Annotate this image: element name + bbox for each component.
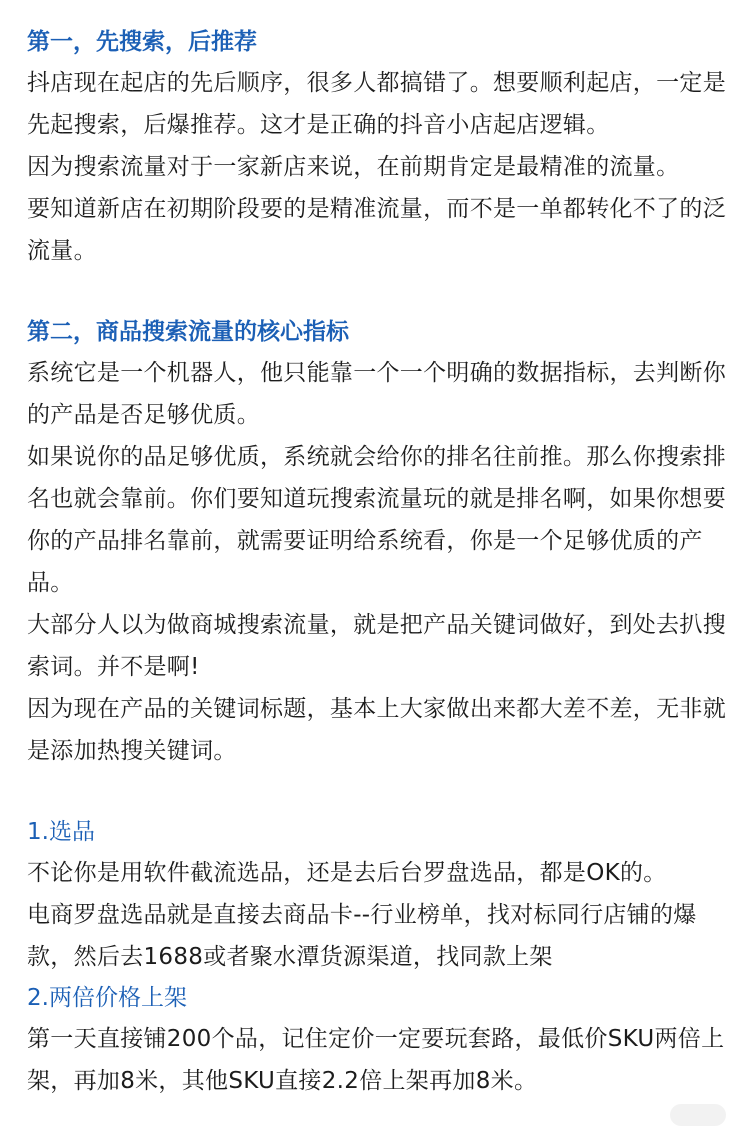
section-1-paragraph-2: 因为搜索流量对于一家新店来说，在前期肯定是最精准的流量。 <box>27 154 680 180</box>
article <box>27 22 727 1102</box>
step-1-title: 1.选品 <box>27 819 95 845</box>
section-2-paragraph-2: 如果说你的品足够优质，系统就会给你的排名往前推。那么你搜索排名也就会靠前。你们要知道玩搜索流量玩的就是排名啊，如果你想要你的产品排名靠前，就需要证明给系统看，你是一个足够优质的产品。 <box>27 444 726 596</box>
step-2-title: 2.两倍价格上架 <box>27 985 187 1011</box>
section-spacer <box>27 272 727 312</box>
step-1-paragraph-2: 电商罗盘选品就是直接去商品卡--行业榜单，找对标同行店铺的爆款，然后去1688或者聚水潭货源渠道，找同款上架 <box>27 902 697 970</box>
section-spacer <box>27 772 727 812</box>
section-1-paragraph-1: 抖店现在起店的先后顺序，很多人都搞错了。想要顺利起店，一定是先起搜索，后爆推荐。这才是正确的抖音小店起店逻辑。 <box>27 70 726 138</box>
watermark-badge <box>670 1104 726 1126</box>
section-1-title: 第一，先搜索，后推荐 <box>27 29 257 55</box>
section-2-paragraph-1: 系统它是一个机器人，他只能靠一个一个明确的数据指标，去判断你的产品是否足够优质。 <box>27 360 726 428</box>
step-2-paragraph-1: 第一天直接铺200个品，记住定价一定要玩套路，最低价SKU两倍上架，再加8米，其他SKU直接2.2倍上架再加8米。 <box>27 1026 725 1094</box>
section-1-paragraph-3: 要知道新店在初期阶段要的是精准流量，而不是一单都转化不了的泛流量。 <box>27 196 726 264</box>
section-2-paragraph-3: 大部分人以为做商城搜索流量，就是把产品关键词做好，到处去扒搜索词。并不是啊! <box>27 612 726 680</box>
section-2-paragraph-4: 因为现在产品的关键词标题，基本上大家做出来都大差不差，无非就是添加热搜关键词。 <box>27 696 726 764</box>
section-2-title: 第二，商品搜索流量的核心指标 <box>27 319 349 345</box>
step-1-paragraph-1: 不论你是用软件截流选品，还是去后台罗盘选品，都是OK的。 <box>27 860 667 886</box>
